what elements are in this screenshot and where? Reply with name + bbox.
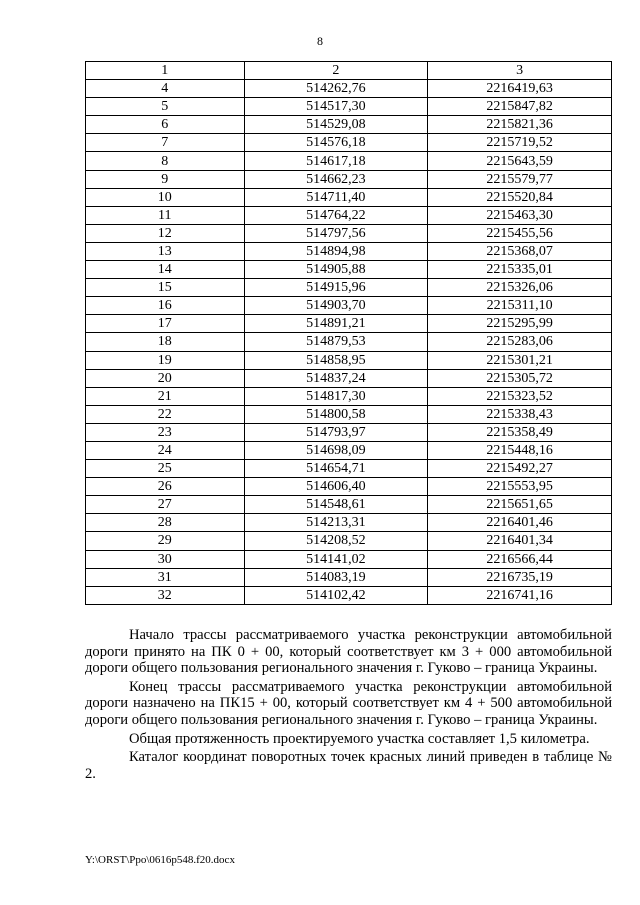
cell-x-coordinate: 514837,24 [244, 369, 428, 387]
cell-y-coordinate: 2215492,27 [428, 460, 612, 478]
table-row [86, 206, 612, 224]
table-header-row [86, 62, 612, 80]
cell-y-coordinate: 2215335,01 [428, 261, 612, 279]
cell-x-coordinate: 514764,22 [244, 206, 428, 224]
cell-point-number: 28 [86, 514, 245, 532]
cell-point-number: 10 [86, 188, 245, 206]
cell-y-coordinate: 2215553,95 [428, 478, 612, 496]
cell-y-coordinate: 2215305,72 [428, 369, 612, 387]
cell-x-coordinate: 514915,96 [244, 279, 428, 297]
table-row [86, 261, 612, 279]
table-row [86, 224, 612, 242]
cell-x-coordinate: 514262,76 [244, 80, 428, 98]
cell-x-coordinate: 514141,02 [244, 550, 428, 568]
cell-y-coordinate: 2216741,16 [428, 586, 612, 604]
body-text [85, 627, 612, 784]
cell-point-number: 18 [86, 333, 245, 351]
cell-point-number: 11 [86, 206, 245, 224]
cell-x-coordinate: 514817,30 [244, 387, 428, 405]
table-row [86, 387, 612, 405]
cell-point-number: 17 [86, 315, 245, 333]
cell-y-coordinate: 2215358,49 [428, 423, 612, 441]
cell-y-coordinate: 2215368,07 [428, 242, 612, 260]
cell-point-number: 8 [86, 152, 245, 170]
cell-x-coordinate: 514617,18 [244, 152, 428, 170]
cell-x-coordinate: 514213,31 [244, 514, 428, 532]
cell-point-number: 24 [86, 441, 245, 459]
paragraph-end-of-route: Конец трассы рассматриваемого участка реконструкции автомобильной дороги назначено на ПК15 + 00, который соответствует км 4 + 500 автомобильной дороги общего пользования регионального значения г. Гуково – граница Украины. [85, 678, 612, 728]
cell-x-coordinate: 514102,42 [244, 586, 428, 604]
cell-point-number: 26 [86, 478, 245, 496]
table-row [86, 586, 612, 604]
cell-point-number: 21 [86, 387, 245, 405]
cell-y-coordinate: 2215643,59 [428, 152, 612, 170]
cell-y-coordinate: 2216735,19 [428, 568, 612, 586]
table-row [86, 532, 612, 550]
table-row [86, 333, 612, 351]
table-row [86, 441, 612, 459]
column-header-y: 3 [428, 62, 612, 80]
cell-point-number: 5 [86, 98, 245, 116]
cell-y-coordinate: 2215448,16 [428, 441, 612, 459]
cell-y-coordinate: 2215520,84 [428, 188, 612, 206]
cell-x-coordinate: 514879,53 [244, 333, 428, 351]
paragraph-total-length: Общая протяженность проектируемого участка составляет 1,5 километра. [129, 730, 590, 747]
cell-x-coordinate: 514654,71 [244, 460, 428, 478]
table-row [86, 550, 612, 568]
table-row [86, 351, 612, 369]
table-row [86, 568, 612, 586]
table-row [86, 315, 612, 333]
cell-point-number: 9 [86, 170, 245, 188]
cell-x-coordinate: 514576,18 [244, 134, 428, 152]
cell-x-coordinate: 514208,52 [244, 532, 428, 550]
cell-y-coordinate: 2216401,46 [428, 514, 612, 532]
cell-y-coordinate: 2215719,52 [428, 134, 612, 152]
cell-y-coordinate: 2215295,99 [428, 315, 612, 333]
table-row [86, 80, 612, 98]
cell-y-coordinate: 2215311,10 [428, 297, 612, 315]
cell-point-number: 16 [86, 297, 245, 315]
cell-point-number: 7 [86, 134, 245, 152]
cell-x-coordinate: 514797,56 [244, 224, 428, 242]
table-row [86, 460, 612, 478]
cell-x-coordinate: 514083,19 [244, 568, 428, 586]
column-header-point: 1 [86, 62, 245, 80]
cell-point-number: 22 [86, 405, 245, 423]
table-row [86, 514, 612, 532]
paragraph-start-of-route: Начало трассы рассматриваемого участка реконструкции автомобильной дороги принято на ПК 0 + 00, который соответствует км 3 + 000 автомобильной дороги общего пользования регионального значения г. Гуково – граница Украины. [85, 627, 612, 677]
cell-point-number: 31 [86, 568, 245, 586]
table-row [86, 369, 612, 387]
table-body [86, 80, 612, 605]
cell-x-coordinate: 514711,40 [244, 188, 428, 206]
cell-point-number: 20 [86, 369, 245, 387]
cell-x-coordinate: 514517,30 [244, 98, 428, 116]
cell-y-coordinate: 2215283,06 [428, 333, 612, 351]
table-row [86, 116, 612, 134]
cell-y-coordinate: 2216419,63 [428, 80, 612, 98]
cell-y-coordinate: 2215651,65 [428, 496, 612, 514]
cell-point-number: 19 [86, 351, 245, 369]
cell-y-coordinate: 2215338,43 [428, 405, 612, 423]
table-row [86, 478, 612, 496]
cell-x-coordinate: 514905,88 [244, 261, 428, 279]
cell-point-number: 23 [86, 423, 245, 441]
cell-y-coordinate: 2216566,44 [428, 550, 612, 568]
cell-x-coordinate: 514903,70 [244, 297, 428, 315]
table-row [86, 134, 612, 152]
footer-file-path: Y:\ORST\Ppo\0616p548.f20.docx [85, 854, 235, 866]
table-row [86, 423, 612, 441]
cell-x-coordinate: 514891,21 [244, 315, 428, 333]
cell-x-coordinate: 514606,40 [244, 478, 428, 496]
cell-y-coordinate: 2215463,30 [428, 206, 612, 224]
cell-point-number: 25 [86, 460, 245, 478]
coordinates-table [85, 61, 612, 605]
table-row [86, 496, 612, 514]
cell-point-number: 13 [86, 242, 245, 260]
cell-point-number: 32 [86, 586, 245, 604]
table-row [86, 405, 612, 423]
table-row [86, 242, 612, 260]
table-row [86, 188, 612, 206]
column-header-x: 2 [244, 62, 428, 80]
cell-x-coordinate: 514662,23 [244, 170, 428, 188]
cell-y-coordinate: 2215847,82 [428, 98, 612, 116]
cell-point-number: 29 [86, 532, 245, 550]
table-row [86, 170, 612, 188]
cell-y-coordinate: 2215579,77 [428, 170, 612, 188]
cell-point-number: 15 [86, 279, 245, 297]
cell-x-coordinate: 514800,58 [244, 405, 428, 423]
cell-point-number: 14 [86, 261, 245, 279]
cell-point-number: 30 [86, 550, 245, 568]
table-row [86, 152, 612, 170]
table-row [86, 297, 612, 315]
cell-y-coordinate: 2215821,36 [428, 116, 612, 134]
cell-y-coordinate: 2215326,06 [428, 279, 612, 297]
cell-point-number: 4 [86, 80, 245, 98]
paragraph-catalog-reference: Каталог координат поворотных точек красных линий приведен в таблице № 2. [85, 749, 612, 782]
page-number: 8 [317, 34, 323, 48]
cell-y-coordinate: 2216401,34 [428, 532, 612, 550]
cell-y-coordinate: 2215301,21 [428, 351, 612, 369]
cell-y-coordinate: 2215455,56 [428, 224, 612, 242]
cell-x-coordinate: 514529,08 [244, 116, 428, 134]
table-row [86, 98, 612, 116]
cell-y-coordinate: 2215323,52 [428, 387, 612, 405]
cell-x-coordinate: 514894,98 [244, 242, 428, 260]
cell-point-number: 27 [86, 496, 245, 514]
cell-point-number: 12 [86, 224, 245, 242]
cell-point-number: 6 [86, 116, 245, 134]
table-row [86, 279, 612, 297]
cell-x-coordinate: 514698,09 [244, 441, 428, 459]
cell-x-coordinate: 514793,97 [244, 423, 428, 441]
cell-x-coordinate: 514858,95 [244, 351, 428, 369]
cell-x-coordinate: 514548,61 [244, 496, 428, 514]
